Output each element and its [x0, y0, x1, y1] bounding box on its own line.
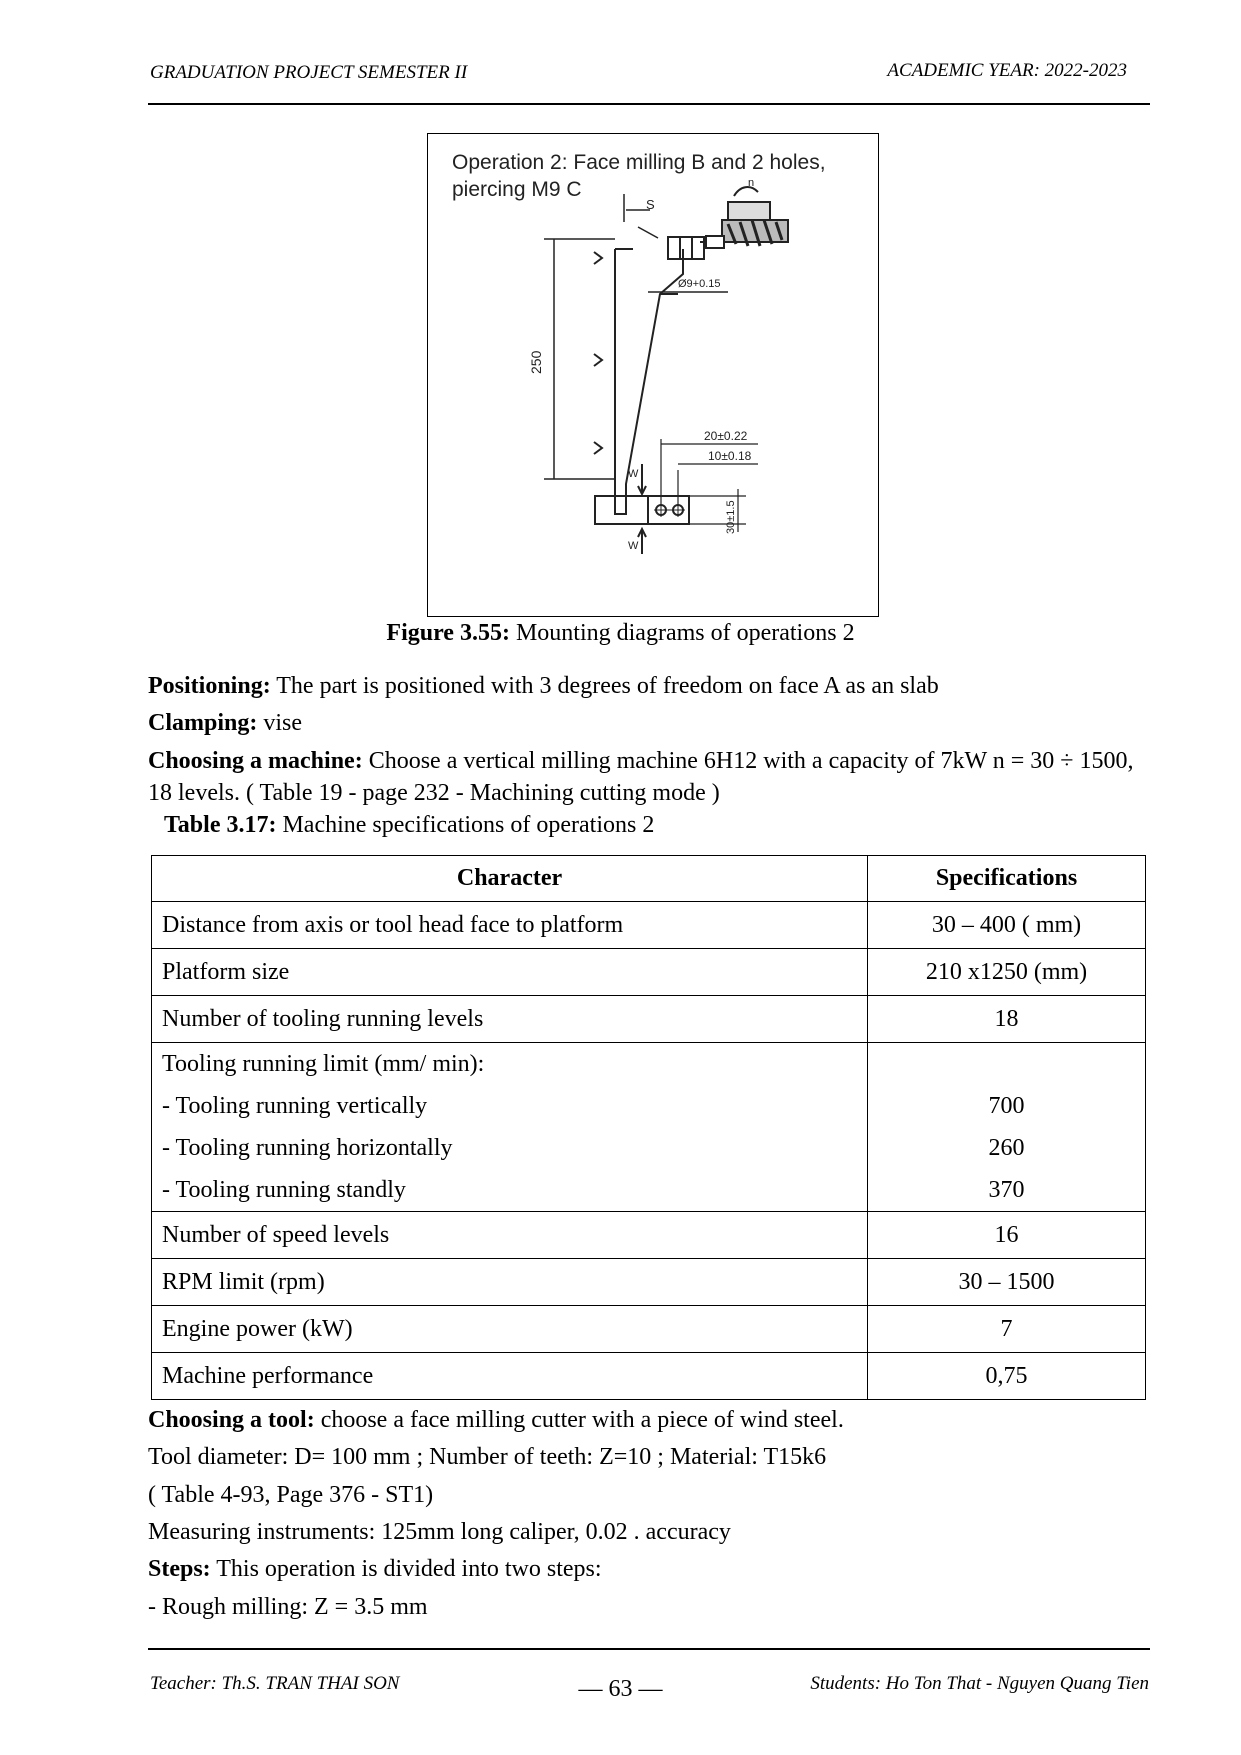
figure-caption-label: Figure 3.55:	[386, 620, 510, 646]
dimension-hole-label: Ø9+0.15	[678, 278, 721, 290]
clamp-force-bottom-label: W	[628, 540, 639, 552]
tooling-limit-title: Tooling running limit (mm/ min):	[162, 1051, 485, 1077]
milling-cutter-drawing	[700, 177, 788, 248]
feed-indicator	[624, 194, 658, 238]
steps-paragraph	[148, 1553, 602, 1585]
table-row	[152, 902, 1146, 949]
footer-students: Students: Ho Ton That - Nguyen Quang Tien	[810, 1673, 1149, 1694]
table-row	[152, 1212, 1146, 1259]
table-cell-character: Platform size	[152, 949, 868, 996]
table-cell-spec: 30 – 1500	[868, 1259, 1146, 1306]
machine-text: Choose a vertical milling machine 6H12 with a capacity of 7kW n = 30 ÷ 1500, 18 levels. ( Table 19 - page 232 - Machining cutting mode )	[148, 748, 1134, 806]
steps-text: This operation is divided into two steps:	[210, 1556, 602, 1582]
figure-title-line1: Operation 2: Face milling B and 2 holes,	[452, 151, 826, 174]
page-number: — 63 —	[578, 1676, 663, 1702]
dimension-250-label: 250	[528, 350, 544, 374]
figure-caption-text: Mounting diagrams of operations 2	[509, 620, 855, 646]
tooling-limit-value: 700	[988, 1093, 1025, 1119]
table-caption-label: Table 3.17:	[164, 812, 277, 838]
tooling-limit-value: 370	[988, 1177, 1025, 1203]
machine-spec-table	[151, 855, 1146, 1400]
clamping-text: vise	[257, 710, 303, 736]
header-right: ACADEMIC YEAR: 2022-2023	[887, 60, 1127, 81]
table-header-row	[152, 856, 1146, 902]
tool-text: choose a face milling cutter with a piece of wind steel.	[314, 1407, 844, 1433]
table-row	[152, 1259, 1146, 1306]
tooling-limit-item: - Tooling running standly	[162, 1177, 406, 1203]
table-cell-character: Distance from axis or tool head face to platform	[152, 902, 868, 949]
mounting-diagram-svg	[428, 134, 878, 616]
tool-label: Choosing a tool:	[148, 1407, 315, 1433]
mounting-diagram-figure	[427, 133, 879, 617]
clamping-paragraph	[148, 707, 302, 739]
feed-label: S	[646, 197, 655, 212]
table-row	[152, 1306, 1146, 1353]
header-left: GRADUATION PROJECT SEMESTER II	[150, 62, 468, 83]
tooling-limit-item: - Tooling running vertically	[162, 1093, 428, 1119]
clamp-force-top-label: W	[628, 468, 639, 480]
table-cell-spec: 16	[868, 1212, 1146, 1259]
dimension-hole	[648, 278, 728, 292]
table-cell-spec: 18	[868, 996, 1146, 1043]
dimension-10-label: 10±0.18	[708, 449, 752, 463]
table-cell-character: Machine performance	[152, 1353, 868, 1400]
table-cell-character: RPM limit (rpm)	[152, 1259, 868, 1306]
machine-label: Choosing a machine:	[148, 748, 363, 774]
rough-milling-line: - Rough milling: Z = 3.5 mm	[148, 1594, 428, 1620]
table-cell-character: Number of speed levels	[152, 1212, 868, 1259]
table-row	[152, 1353, 1146, 1400]
positioning-text: The part is positioned with 3 degrees of freedom on face A as an slab	[270, 673, 939, 699]
header-rule	[148, 103, 1150, 105]
table-row-tooling-limits	[152, 1043, 1146, 1212]
tool-diameter-line: Tool diameter: D= 100 mm ; Number of teeth: Z=10 ; Material: T15k6	[148, 1444, 827, 1470]
table-cell-character: Number of tooling running levels	[152, 996, 868, 1043]
plan-view-drawing	[595, 464, 689, 554]
footer-teacher: Teacher: Th.S. TRAN THAI SON	[150, 1673, 400, 1694]
tooling-limit-item: - Tooling running horizontally	[162, 1135, 453, 1161]
steps-label: Steps:	[148, 1556, 211, 1582]
table-cell-spec: 30 – 400 ( mm)	[868, 902, 1146, 949]
table-row	[152, 949, 1146, 996]
footer-rule	[148, 1648, 1150, 1650]
clamping-label: Clamping:	[148, 710, 258, 736]
table-caption	[164, 809, 654, 841]
dimension-30-label: 30±1.5	[725, 500, 737, 534]
table-cell-spec: 7	[868, 1306, 1146, 1353]
positioning-label: Positioning:	[148, 673, 271, 699]
measuring-instruments-line: Measuring instruments: 125mm long caliper, 0.02 . accuracy	[148, 1519, 731, 1545]
dimension-30	[690, 489, 746, 534]
table-caption-text: Machine specifications of operations 2	[276, 812, 655, 838]
tooling-limit-spacer	[878, 1043, 1135, 1085]
table-cell-spec-multi	[868, 1043, 1146, 1212]
table-row	[152, 996, 1146, 1043]
table-cell-character: Engine power (kW)	[152, 1306, 868, 1353]
figure-title-line2: piercing M9 C	[452, 178, 582, 201]
spindle-speed-label: n	[748, 177, 755, 189]
tooling-limit-value: 260	[988, 1135, 1025, 1161]
table-cell-character-multi	[152, 1043, 868, 1212]
column-header-character: Character	[152, 856, 868, 902]
positioning-paragraph	[148, 670, 939, 702]
machine-paragraph	[148, 745, 1143, 809]
table-cell-spec: 0,75	[868, 1353, 1146, 1400]
dimension-20-label: 20±0.22	[704, 429, 748, 443]
table-cell-spec: 210 x1250 (mm)	[868, 949, 1146, 996]
column-header-specifications: Specifications	[868, 856, 1146, 902]
tool-paragraph	[148, 1404, 844, 1436]
figure-caption	[0, 620, 1241, 647]
table-reference-line: ( Table 4-93, Page 376 - ST1)	[148, 1482, 434, 1508]
